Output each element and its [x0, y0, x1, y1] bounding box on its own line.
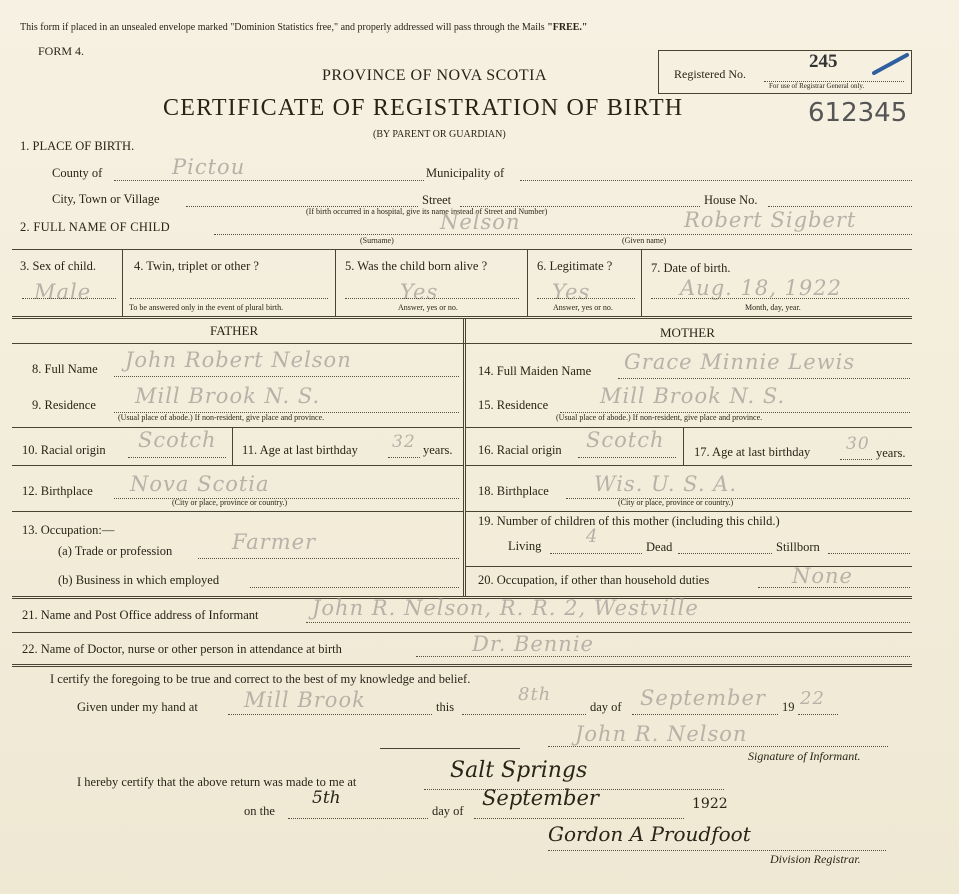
postal-notice: This form if placed in an unsealed envelope marked "Dominion Statistics free," and properly addressed will pass through the Mails "FREE."	[20, 22, 588, 33]
registrar-place-value: Salt Springs	[450, 758, 588, 783]
handwritten-record-number: 612345	[808, 98, 908, 128]
given-year-value: 22	[800, 688, 825, 709]
father-name-label: 8. Full Name	[32, 362, 98, 376]
registrar-signature: Gordon A Proudfoot	[548, 822, 751, 846]
alive-note: Answer, yes or no.	[398, 303, 458, 312]
father-trade-label: (a) Trade or profession	[58, 544, 173, 558]
date-value: Aug. 18, 1922	[680, 276, 842, 300]
stillborn-label: Stillborn	[776, 540, 820, 554]
father-birthplace-note: (City or place, province or country.)	[172, 498, 288, 507]
registered-box	[658, 50, 912, 94]
given-under-label: Given under my hand at	[77, 700, 198, 714]
registered-note: For use of Registrar General only.	[769, 82, 865, 90]
registrar-caption: Division Registrar.	[770, 852, 861, 866]
father-residence-note: (Usual place of abode.) If non-resident, give place and province.	[118, 413, 325, 422]
certificate-title: CERTIFICATE OF REGISTRATION OF BIRTH	[163, 95, 684, 121]
mother-occupation-value: None	[792, 564, 853, 588]
father-age-value: 32	[392, 432, 416, 452]
legit-note: Answer, yes or no.	[553, 303, 613, 312]
informant-signature: John R. Nelson	[575, 722, 748, 746]
given-caption: (Given name)	[622, 236, 667, 245]
on-the-label: on the	[244, 804, 275, 818]
day-of-label: day of	[590, 700, 622, 714]
twin-label: 4. Twin, triplet or other ?	[134, 259, 259, 273]
father-racial-value: Scotch	[138, 428, 217, 452]
mother-residence-note: (Usual place of abode.) If non-resident, give place and province.	[556, 413, 763, 422]
registrar-month-value: September	[482, 786, 599, 810]
registrar-day-value: 5th	[312, 788, 341, 808]
mother-children-label: 19. Number of children of this mother (including this child.)	[478, 514, 780, 528]
place-of-birth-heading: 1. PLACE OF BIRTH.	[20, 139, 135, 153]
informant-signature-caption: Signature of Informant.	[748, 749, 861, 763]
street-label: Street	[422, 193, 452, 207]
mother-age-label: 17. Age at last birthday	[694, 445, 811, 459]
mother-age-unit: years.	[876, 446, 906, 460]
registrar-day-of-label: day of	[432, 804, 464, 818]
father-age-label: 11. Age at last birthday	[242, 443, 358, 457]
informant-value: John R. Nelson, R. R. 2, Westville	[312, 596, 699, 620]
doctor-label: 22. Name of Doctor, nurse or other person in attendance at birth	[22, 642, 342, 656]
father-birthplace-label: 12. Birthplace	[22, 484, 93, 498]
living-value: 4	[586, 526, 599, 547]
father-business-label: (b) Business in which employed	[58, 573, 220, 587]
mother-residence-value: Mill Brook N. S.	[600, 384, 786, 408]
twin-note: To be answered only in the event of plural birth.	[129, 303, 284, 312]
mother-name-value: Grace Minnie Lewis	[624, 350, 856, 374]
child-surname-value: Nelson	[440, 210, 521, 234]
registrar-year-value: 1922	[692, 796, 728, 812]
county-value: Pictou	[172, 155, 246, 179]
county-label: County of	[52, 166, 103, 180]
given-month-value: September	[640, 686, 766, 710]
father-trade-value: Farmer	[232, 530, 317, 554]
father-birthplace-value: Nova Scotia	[130, 472, 270, 496]
given-place-value: Mill Brook	[244, 688, 366, 712]
father-racial-label: 10. Racial origin	[22, 443, 106, 457]
date-note: Month, day, year.	[745, 303, 801, 312]
mother-name-label: 14. Full Maiden Name	[478, 364, 592, 378]
father-heading: FATHER	[210, 323, 259, 338]
sex-value: Male	[34, 280, 92, 304]
province-heading: PROVINCE OF NOVA SCOTIA	[322, 67, 548, 84]
child-name-label: 2. FULL NAME OF CHILD	[20, 220, 170, 234]
date-label: 7. Date of birth.	[651, 261, 731, 275]
mother-racial-label: 16. Racial origin	[478, 443, 562, 457]
father-occupation-label: 13. Occupation:—	[22, 523, 115, 537]
city-label: City, Town or Village	[52, 192, 160, 206]
child-given-value: Robert Sigbert	[684, 208, 857, 232]
form-number: FORM 4.	[38, 44, 85, 58]
mother-racial-value: Scotch	[586, 428, 665, 452]
alive-label: 5. Was the child born alive ?	[345, 259, 488, 273]
mother-birthplace-note: (City or place, province or country.)	[618, 498, 734, 507]
mother-birthplace-value: Wis. U. S. A.	[594, 472, 738, 496]
registered-value: 245	[809, 51, 838, 72]
mother-heading: MOTHER	[660, 325, 715, 340]
given-day-value: 8th	[518, 684, 552, 705]
legit-value: Yes	[552, 280, 591, 304]
blue-pencil-mark	[869, 51, 914, 77]
certificate-subtitle: (BY PARENT OR GUARDIAN)	[373, 129, 506, 140]
father-age-unit: years.	[423, 443, 453, 457]
year-prefix: 19	[782, 700, 795, 714]
municipality-label: Municipality of	[426, 166, 505, 180]
mother-age-value: 30	[846, 434, 870, 454]
living-label: Living	[508, 539, 542, 553]
dead-label: Dead	[646, 540, 673, 554]
surname-caption: (Surname)	[360, 236, 394, 245]
registered-label: Registered No.	[674, 67, 746, 81]
certification-statement: I certify the foregoing to be true and correct to the best of my knowledge and belief.	[50, 672, 471, 686]
sex-label: 3. Sex of child.	[20, 259, 97, 273]
hospital-note: (If birth occurred in a hospital, give its name instead of Street and Number)	[306, 207, 548, 216]
doctor-value: Dr. Bennie	[472, 632, 594, 656]
mother-birthplace-label: 18. Birthplace	[478, 484, 549, 498]
mother-residence-label: 15. Residence	[478, 398, 549, 412]
father-residence-label: 9. Residence	[32, 398, 96, 412]
postal-free: "FREE."	[547, 22, 588, 33]
father-name-value: John Robert Nelson	[125, 348, 352, 372]
alive-value: Yes	[400, 280, 439, 304]
this-label: this	[436, 700, 455, 714]
informant-label: 21. Name and Post Office address of Informant	[22, 608, 259, 622]
legit-label: 6. Legitimate ?	[537, 259, 613, 273]
mother-occupation-label: 20. Occupation, if other than household duties	[478, 573, 710, 587]
registrar-statement: I hereby certify that the above return was made to me at	[77, 775, 357, 789]
father-residence-value: Mill Brook N. S.	[135, 384, 321, 408]
house-label: House No.	[704, 193, 758, 207]
